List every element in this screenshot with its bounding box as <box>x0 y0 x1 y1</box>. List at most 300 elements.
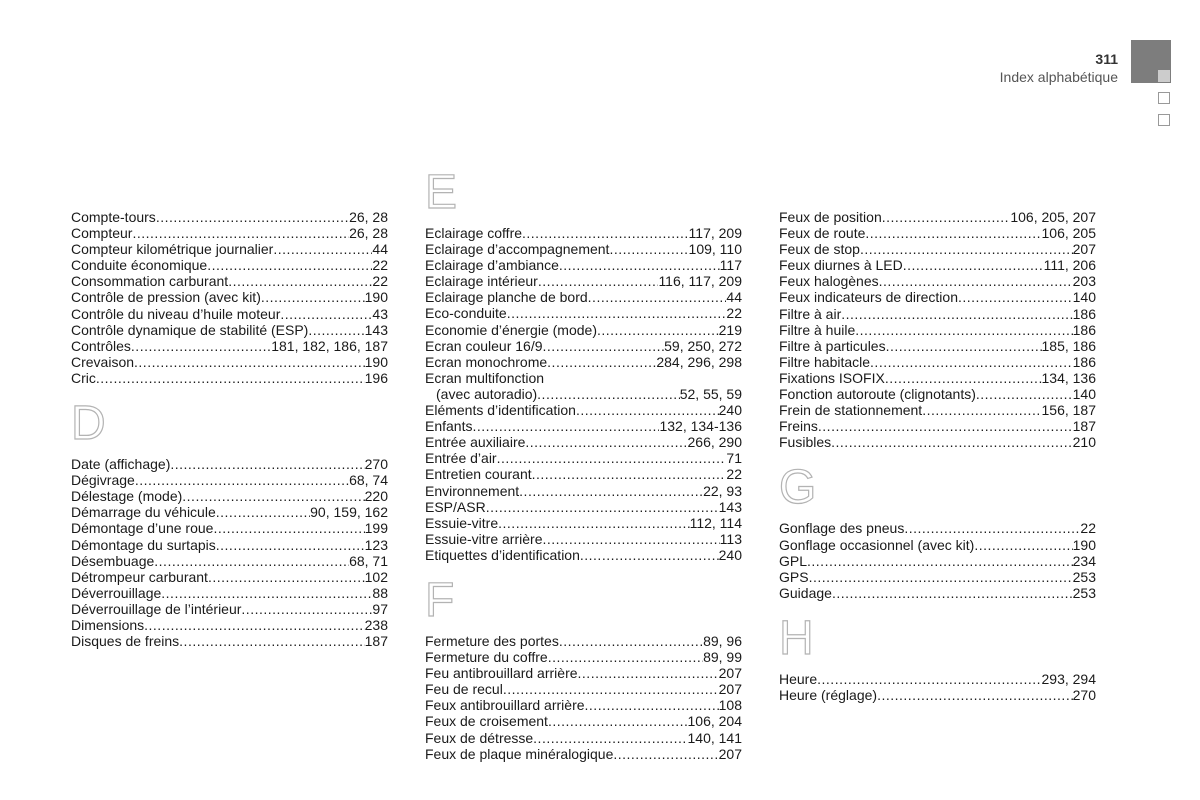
dot-leader <box>472 418 659 434</box>
entry-label: Heure (réglage) <box>779 686 878 703</box>
entry-pages: 203 <box>1072 273 1096 290</box>
entry-pages: 134, 136 <box>1041 369 1096 386</box>
dot-leader <box>134 354 365 370</box>
index-entry <box>71 322 388 338</box>
entry-label: Filtre habitacle <box>779 353 871 370</box>
dot-leader <box>532 466 727 482</box>
page-number: 311 <box>1095 51 1118 67</box>
entry-pages: 207 <box>718 665 742 682</box>
dot-leader <box>132 225 349 241</box>
entry-pages: 293, 294 <box>1041 670 1096 687</box>
index-entry <box>425 466 742 482</box>
entry-label: Eclairage coffre <box>425 225 523 241</box>
index-entry <box>425 386 742 402</box>
index-entry <box>425 338 742 354</box>
dot-leader <box>578 665 719 681</box>
dot-leader <box>308 322 364 338</box>
index-entry <box>425 665 742 681</box>
entry-label: Feux antibrouillard arrière <box>425 697 585 714</box>
dot-leader <box>208 569 365 585</box>
dot-leader <box>817 671 1041 687</box>
dot-leader <box>597 322 719 338</box>
dot-leader <box>588 289 727 305</box>
entry-pages: 71 <box>726 450 742 467</box>
dot-leader <box>207 257 372 273</box>
index-entry <box>779 553 1096 569</box>
entry-label: Démontage du surtapis <box>71 536 216 553</box>
entry-pages: 59, 250, 272 <box>664 337 742 354</box>
entry-label: Eclairage planche de bord <box>425 289 588 306</box>
dot-leader <box>497 450 727 466</box>
entry-pages: 22 <box>372 273 388 290</box>
index-entry <box>425 649 742 665</box>
entry-label: Désembuage <box>71 552 155 569</box>
entry-label: Feu antibrouillard arrière <box>425 665 578 682</box>
entry-pages: 199 <box>364 520 388 537</box>
entry-label: Gonflage occasionnel (avec kit) <box>779 536 975 553</box>
dot-leader <box>879 273 1073 289</box>
entry-pages: 270 <box>364 456 388 473</box>
index-group <box>779 461 1096 601</box>
entry-pages: 117, 209 <box>688 225 742 241</box>
index-column-1 <box>71 209 388 649</box>
dot-leader <box>96 370 365 386</box>
index-entry <box>71 472 388 488</box>
index-entry <box>71 338 388 354</box>
entry-pages: 186 <box>1072 353 1096 370</box>
dot-leader <box>809 569 1073 585</box>
entry-pages: 26, 28 <box>349 209 388 225</box>
entry-label: Entrée d’air <box>425 450 497 467</box>
entry-pages: 102 <box>364 568 388 585</box>
dot-leader <box>976 386 1073 402</box>
dot-leader <box>161 585 372 601</box>
index-entry <box>779 434 1096 450</box>
dot-leader <box>241 601 372 617</box>
index-entry <box>71 537 388 553</box>
dot-leader <box>841 306 1072 322</box>
entry-pages: 123 <box>364 536 388 553</box>
entry-label: Ecran multifonction <box>425 369 545 386</box>
entry-label: Guidage <box>779 584 832 601</box>
index-entry <box>71 241 388 257</box>
entry-pages: 116, 117, 209 <box>658 273 742 290</box>
entry-label: Dégivrage <box>71 472 135 489</box>
index-group <box>425 573 742 762</box>
entry-pages: 68, 71 <box>349 552 388 569</box>
entry-label: Délestage (mode) <box>71 488 183 505</box>
entry-label: Contrôle de pression (avec kit) <box>71 289 261 306</box>
entry-label: Filtre à air <box>779 305 842 322</box>
index-entry <box>779 354 1096 370</box>
entry-label: Compte-tours <box>71 209 156 225</box>
dot-leader <box>559 257 720 273</box>
entry-label: Essuie-vitre arrière <box>425 530 543 547</box>
dot-leader <box>877 687 1073 703</box>
index-column-3 <box>779 209 1096 703</box>
entry-pages: 22 <box>726 305 742 322</box>
entry-label: Détrompeur carburant <box>71 568 208 585</box>
entry-label: ESP/ASR <box>425 498 486 515</box>
dot-leader <box>179 633 364 649</box>
dot-leader <box>273 241 372 257</box>
entry-label: Feux de position <box>779 209 882 225</box>
dot-leader <box>533 730 687 746</box>
entry-label: Eclairage d’ambiance <box>425 257 559 274</box>
entry-pages: 44 <box>726 289 742 306</box>
entry-label: GPS <box>779 568 809 585</box>
entry-label: Crevaison <box>71 353 135 370</box>
entry-pages: 186 <box>1072 305 1096 322</box>
entry-label: Contrôle dynamique de stabilité (ESP) <box>71 321 309 338</box>
index-entry <box>779 386 1096 402</box>
dot-leader <box>525 434 687 450</box>
section-letter: G <box>779 461 817 515</box>
tab-marker <box>1158 114 1170 126</box>
entry-label: Filtre à huile <box>779 321 856 338</box>
dot-leader <box>507 305 727 321</box>
dot-leader <box>538 273 659 289</box>
entry-label: Entretien courant <box>425 466 532 483</box>
entry-pages: 220 <box>364 488 388 505</box>
entry-label: Etiquettes d’identification <box>425 546 580 563</box>
entry-label: Démontage d’une roue <box>71 520 214 537</box>
index-entry <box>71 569 388 585</box>
entry-pages: 210 <box>1072 434 1096 451</box>
dot-leader <box>135 472 349 488</box>
dot-leader <box>958 289 1073 305</box>
entry-pages: 140 <box>1072 386 1096 403</box>
index-entry <box>425 531 742 547</box>
entry-pages: 143 <box>718 498 742 515</box>
dot-leader <box>216 504 310 520</box>
entry-pages: 88 <box>372 584 388 601</box>
entry-label: Dimensions <box>71 616 145 633</box>
index-entry <box>779 322 1096 338</box>
index-entry <box>71 225 388 241</box>
section-letter: H <box>779 611 814 665</box>
entry-label: Contrôle du niveau d’huile moteur <box>71 305 281 322</box>
dot-leader <box>832 585 1073 601</box>
entry-pages: 190 <box>364 289 388 306</box>
entry-pages: 240 <box>718 546 742 563</box>
dot-leader <box>807 553 1073 569</box>
index-entry <box>425 418 742 434</box>
entry-pages: 234 <box>1072 552 1096 569</box>
index-group <box>71 209 388 386</box>
section-letter: D <box>71 397 106 451</box>
dot-leader <box>903 257 1044 273</box>
entry-pages: 207 <box>1072 241 1096 258</box>
entry-label: Eclairage d’accompagnement <box>425 241 610 258</box>
index-group <box>71 397 388 650</box>
index-group <box>425 166 742 563</box>
entry-pages: 156, 187 <box>1041 402 1096 419</box>
dot-leader <box>974 537 1072 553</box>
index-entry <box>779 585 1096 601</box>
index-entry <box>425 547 742 563</box>
index-entry <box>425 515 742 531</box>
entry-label: Fermeture du coffre <box>425 649 548 666</box>
index-entry <box>425 370 742 386</box>
dot-leader <box>613 746 718 762</box>
entry-label: Feu de recul <box>425 681 503 698</box>
section-letter: E <box>425 166 458 219</box>
dot-leader <box>156 209 349 225</box>
entry-label: Feux indicateurs de direction <box>779 289 958 306</box>
dot-leader <box>261 289 365 305</box>
dot-leader <box>818 418 1073 434</box>
index-entry <box>71 617 388 633</box>
index-entry <box>71 209 388 225</box>
entry-pages: 219 <box>718 321 742 338</box>
entry-pages: 185, 186 <box>1041 337 1096 354</box>
entry-pages: 52, 55, 59 <box>679 385 742 402</box>
entry-label: Contrôles <box>71 337 131 354</box>
index-entry <box>779 370 1096 386</box>
entry-pages: 89, 96 <box>703 632 742 649</box>
index-entry <box>71 633 388 649</box>
dot-leader <box>131 338 271 354</box>
entry-label: Consommation carburant <box>71 273 229 290</box>
index-entry <box>779 273 1096 289</box>
index-entry <box>779 209 1096 225</box>
index-entry <box>425 730 742 746</box>
entry-label: Cric <box>71 369 96 386</box>
entry-label: Compteur kilométrique journalier <box>71 241 274 258</box>
entry-pages: 207 <box>718 681 742 698</box>
entry-label: Entrée auxiliaire <box>425 434 526 451</box>
entry-label: Compteur <box>71 225 133 242</box>
entry-pages: 240 <box>718 402 742 419</box>
index-entry <box>779 289 1096 305</box>
index-entry <box>71 273 388 289</box>
entry-pages: 238 <box>364 616 388 633</box>
dot-leader <box>486 499 719 515</box>
entry-label: GPL <box>779 552 808 569</box>
entry-pages: 108 <box>718 697 742 714</box>
entry-pages: 140 <box>1072 289 1096 306</box>
entry-pages: 117 <box>719 257 742 274</box>
index-entry <box>779 241 1096 257</box>
dot-leader <box>537 386 680 402</box>
entry-pages: 26, 28 <box>349 225 388 242</box>
index-entry <box>779 418 1096 434</box>
index-entry <box>71 257 388 273</box>
index-entry <box>779 402 1096 418</box>
entry-pages: 106, 204 <box>687 713 742 730</box>
dot-leader <box>280 306 372 322</box>
entry-label: Feux de route <box>779 225 866 242</box>
entry-pages: 187 <box>1072 418 1096 435</box>
entry-pages: 187 <box>364 633 388 650</box>
dot-leader <box>609 241 688 257</box>
dot-leader <box>585 697 719 713</box>
entry-label: Eclairage intérieur <box>425 273 538 290</box>
entry-label: Disques de freins <box>71 633 180 650</box>
dot-leader <box>519 483 703 499</box>
index-group <box>779 209 1096 450</box>
dot-leader <box>182 488 364 504</box>
index-entry <box>425 633 742 649</box>
index-entry <box>425 746 742 762</box>
entry-label: (avec autoradio) <box>436 385 538 402</box>
dot-leader <box>543 338 665 354</box>
entry-label: Fonction autoroute (clignotants) <box>779 386 976 403</box>
entry-pages: 106, 205 <box>1041 225 1096 242</box>
index-entry <box>779 257 1096 273</box>
entry-pages: 266, 290 <box>687 434 742 451</box>
dot-leader <box>865 225 1041 241</box>
entry-label: Gonflage des pneus <box>779 520 905 537</box>
entry-pages: 22 <box>1080 520 1096 537</box>
dot-leader <box>213 520 364 536</box>
entry-label: Eco-conduite <box>425 305 507 322</box>
entry-pages: 186 <box>1072 321 1096 338</box>
entry-label: Ecran couleur 16/9 <box>425 337 543 354</box>
entry-label: Démarrage du véhicule <box>71 504 216 521</box>
entry-label: Enfants <box>425 418 473 435</box>
entry-label: Déverrouillage de l’intérieur <box>71 600 242 617</box>
entry-pages: 190 <box>364 353 388 370</box>
section-letter: F <box>425 573 455 627</box>
section-title: Index alphabétique <box>999 69 1118 85</box>
dot-leader <box>216 537 365 553</box>
entry-pages: 132, 134-136 <box>659 418 742 435</box>
index-entry <box>425 241 742 257</box>
entry-label: Feux de croisement <box>425 713 548 730</box>
dot-leader <box>170 456 364 472</box>
dot-leader <box>503 681 719 697</box>
index-entry <box>425 697 742 713</box>
entry-label: Date (affichage) <box>71 456 171 473</box>
entry-label: Feux de plaque minéralogique <box>425 745 614 762</box>
index-entry <box>71 520 388 536</box>
entry-label: Fusibles <box>779 434 832 451</box>
entry-pages: 253 <box>1072 584 1096 601</box>
index-entry <box>71 289 388 305</box>
tab-marker <box>1158 92 1170 104</box>
dot-leader <box>904 520 1080 536</box>
dot-leader <box>522 225 689 241</box>
dot-leader <box>547 354 656 370</box>
index-entry <box>71 370 388 386</box>
index-entry <box>425 483 742 499</box>
index-entry <box>779 306 1096 322</box>
dot-leader <box>228 273 372 289</box>
dot-leader <box>580 547 719 563</box>
entry-pages: 111, 206 <box>1043 257 1096 274</box>
entry-pages: 90, 159, 162 <box>310 504 388 521</box>
index-entry <box>779 671 1096 687</box>
entry-pages: 143 <box>364 321 388 338</box>
dot-leader <box>154 553 349 569</box>
index-entry <box>425 225 742 241</box>
index-entry <box>779 520 1096 536</box>
entry-label: Filtre à particules <box>779 337 886 354</box>
tab-marker-filled <box>1158 70 1170 82</box>
index-entry <box>425 499 742 515</box>
entry-label: Freins <box>779 418 818 435</box>
index-entry <box>425 322 742 338</box>
entry-label: Déverrouillage <box>71 584 162 601</box>
entry-pages: 43 <box>372 305 388 322</box>
index-entry <box>425 354 742 370</box>
index-entry <box>71 488 388 504</box>
entry-pages: 89, 99 <box>703 649 742 666</box>
index-entry <box>425 681 742 697</box>
entry-label: Ecran monochrome <box>425 353 548 370</box>
index-entry <box>425 713 742 729</box>
dot-leader <box>860 241 1073 257</box>
dot-leader <box>886 338 1042 354</box>
entry-label: Feux halogènes <box>779 273 879 290</box>
entry-label: Feux diurnes à LED <box>779 257 903 274</box>
entry-label: Eléments d’identification <box>425 402 576 419</box>
dot-leader <box>576 402 719 418</box>
entry-pages: 207 <box>718 745 742 762</box>
entry-pages: 270 <box>1072 686 1096 703</box>
entry-pages: 44 <box>372 241 388 258</box>
entry-label: Feux de détresse <box>425 729 534 746</box>
index-entry <box>71 553 388 569</box>
entry-pages: 140, 141 <box>687 729 742 746</box>
index-entry <box>425 305 742 321</box>
entry-pages: 68, 74 <box>349 472 388 489</box>
entry-pages: 22, 93 <box>703 482 742 499</box>
entry-pages: 253 <box>1072 568 1096 585</box>
index-entry <box>779 338 1096 354</box>
entry-label: Heure <box>779 670 818 687</box>
entry-pages: 284, 296, 298 <box>656 353 742 370</box>
dot-leader <box>559 633 703 649</box>
entry-label: Fermeture des portes <box>425 632 559 649</box>
entry-label: Essuie-vitre <box>425 514 499 531</box>
entry-pages: 196 <box>364 369 388 386</box>
index-group <box>779 611 1096 703</box>
index-entry <box>71 456 388 472</box>
index-entry <box>425 273 742 289</box>
entry-pages: 97 <box>372 600 388 617</box>
index-entry <box>425 289 742 305</box>
entry-label: Economie d’énergie (mode) <box>425 321 597 338</box>
index-entry <box>779 687 1096 703</box>
dot-leader <box>922 402 1041 418</box>
index-entry <box>71 601 388 617</box>
dot-leader <box>855 322 1072 338</box>
index-column-2 <box>425 155 742 762</box>
dot-leader <box>870 354 1073 370</box>
index-entry <box>425 402 742 418</box>
dot-leader <box>548 713 688 729</box>
index-entry <box>779 225 1096 241</box>
index-entry <box>71 585 388 601</box>
entry-label: Environnement <box>425 482 520 499</box>
entry-pages: 22 <box>726 466 742 483</box>
dot-leader <box>882 209 1011 225</box>
entry-pages: 190 <box>1072 536 1096 553</box>
entry-pages: 109, 110 <box>688 241 742 258</box>
dot-leader <box>885 370 1042 386</box>
dot-leader <box>144 617 365 633</box>
entry-pages: 113 <box>719 530 742 547</box>
dot-leader <box>542 531 719 547</box>
entry-label: Frein de stationnement <box>779 402 923 419</box>
index-entry <box>779 569 1096 585</box>
dot-leader <box>831 434 1073 450</box>
dot-leader <box>548 649 703 665</box>
entry-pages: 22 <box>372 257 388 274</box>
